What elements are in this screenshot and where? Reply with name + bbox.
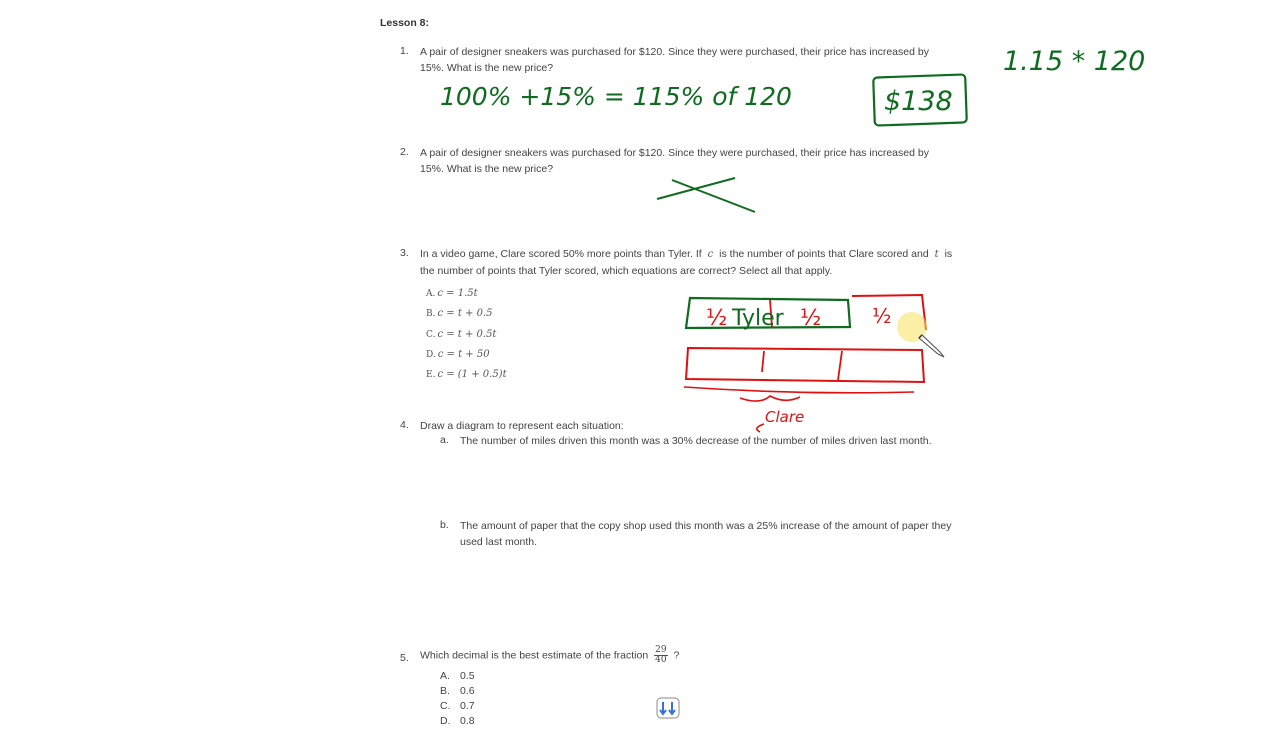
question-4a-text: The number of miles driven this month was a 30% decrease of the number of miles driven last month. [460, 435, 932, 447]
choice-a: A. c = 1.5t [426, 288, 478, 299]
q5-choice-b: B. 0.6 [440, 685, 475, 697]
q1-handwritten-work: 100% +15% = 115% of 120 [440, 82, 792, 111]
fraction-denominator: 40 [655, 655, 667, 665]
question-5-text-a: Which decimal is the best estimate of the fraction [420, 649, 649, 662]
question-4b-label: b. [440, 519, 449, 531]
question-2-number: 2. [400, 146, 409, 158]
tyler-half-right: ½ [800, 306, 822, 331]
clare-tape-divider-2 [838, 351, 842, 380]
clare-tape-box [686, 348, 924, 382]
q5-choice-a: A. 0.5 [440, 670, 475, 682]
q1-handwritten-answer: $138 [884, 86, 953, 117]
clare-brace [740, 396, 800, 401]
clare-tape-divider-1 [762, 351, 764, 372]
question-3-line1-part-c: is [944, 248, 953, 260]
top-right-handwritten-note: 1.15 * 120 [1003, 46, 1146, 77]
question-4a-label: a. [440, 434, 449, 446]
question-1-number: 1. [400, 45, 409, 57]
q2-cross-stroke-2 [657, 178, 735, 199]
fraction-numerator: 29 [655, 645, 667, 655]
question-3-line1-part-b: is the number of points that Clare scored and [719, 248, 929, 260]
q5-choice-d: D. 0.8 [440, 715, 475, 727]
scroll-down-icon[interactable] [657, 698, 679, 718]
question-5-number: 5. [400, 652, 409, 664]
variable-t: t [934, 249, 939, 260]
choice-b: B. c = t + 0.5 [426, 308, 493, 320]
tyler-half-left: ½ [706, 306, 728, 331]
clare-hook [757, 424, 764, 432]
question-1-line2: 15%. What is the new price? [420, 62, 554, 74]
question-3-line1-part-a: In a video game, Clare scored 50% more points than Tyler. If [420, 248, 702, 260]
question-1-line1: A pair of designer sneakers was purchased for $120. Since they were purchased, their price has increased by [420, 46, 929, 58]
question-5-text-b: ? [673, 649, 680, 662]
clare-label: Clare [765, 408, 805, 426]
tyler-label: Tyler [732, 306, 784, 331]
choice-c: C. c = t + 0.5t [426, 328, 497, 340]
choice-d: D. c = t + 50 [426, 348, 490, 360]
question-2-line2: 15%. What is the new price? [420, 163, 554, 175]
question-4b-line2: used last month. [460, 536, 538, 548]
q5-choice-c: C. 0.7 [440, 700, 475, 712]
question-2-line1: A pair of designer sneakers was purchased for $120. Since they were purchased, their price has increased by [420, 147, 929, 159]
variable-c: c [707, 249, 714, 260]
question-3-number: 3. [400, 247, 409, 259]
question-4-text: Draw a diagram to represent each situation: [420, 420, 624, 432]
extra-half-label: ½ [872, 304, 892, 328]
clare-brace-line [684, 387, 914, 393]
question-4-number: 4. [400, 419, 409, 431]
lesson-title: Lesson 8: [380, 17, 430, 29]
choice-e: E. c = (1 + 0.5)t [426, 369, 507, 381]
question-4b-line1: The amount of paper that the copy shop used this month was a 25% increase of the amount of paper they [460, 520, 952, 532]
question-3-line2: the number of points that Tyler scored, which equations are correct? Select all that apply. [420, 265, 833, 277]
